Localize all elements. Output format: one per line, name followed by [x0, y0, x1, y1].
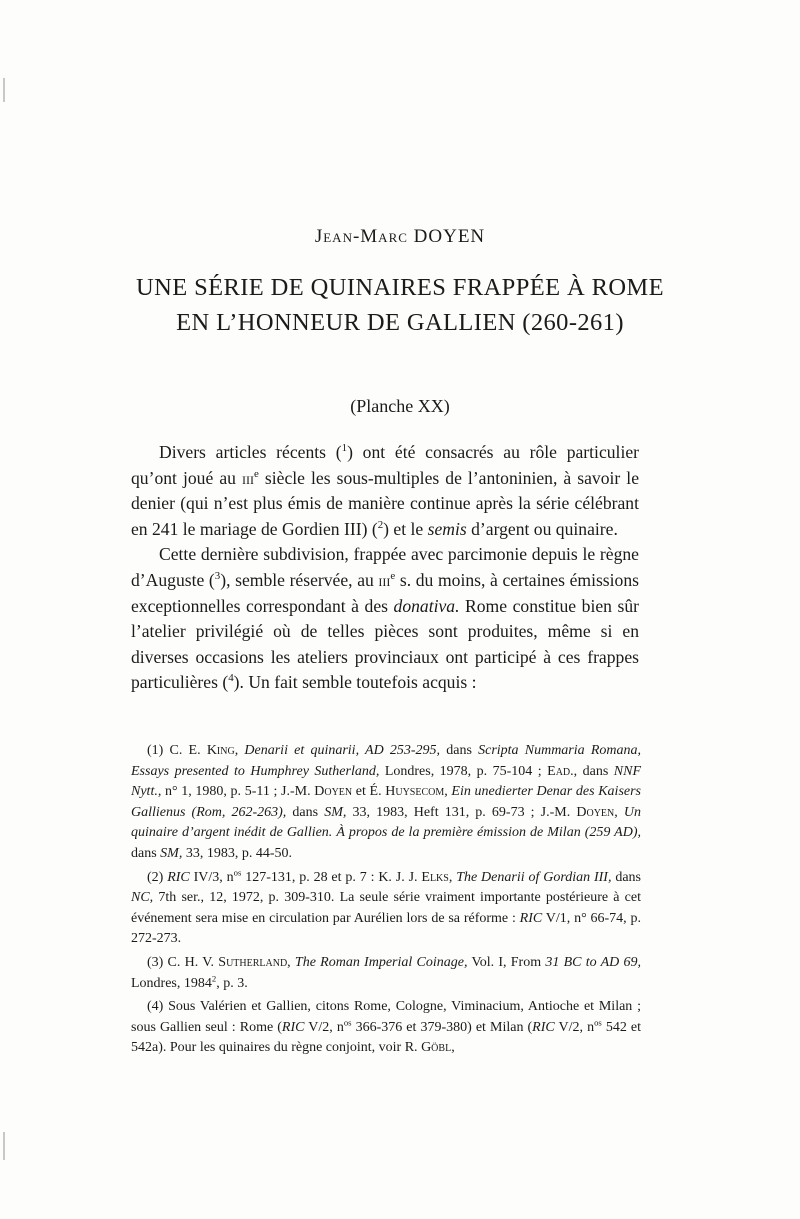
italic-title: RIC — [519, 910, 543, 926]
text-run: , — [448, 869, 457, 885]
text-run: 127-131, p. 28 et p. 7 : K. J. J. — [241, 869, 422, 885]
text-run: (1) C. E. — [147, 743, 207, 758]
text-run: Rome constitue bien sûr l’atelier privilégié où de telles pièces sont produites, même si en diverses occasions les ateliers provinciaux ont participé à ces frappes particulières — [131, 595, 639, 693]
text-run: IV/3, n — [189, 869, 234, 885]
superscript: os — [343, 1017, 352, 1028]
text-run: d’argent ou quinaire. — [466, 518, 618, 539]
superscript: 2 — [211, 972, 217, 983]
footnote-number: 2 — [377, 518, 384, 531]
text-run: ont été consacrés au rôle particulier qu’ont joué au — [131, 442, 639, 488]
text-run: , dans — [573, 763, 614, 779]
author-name: Doyen — [314, 784, 353, 800]
text-run: V/2, n — [304, 1019, 344, 1035]
text-run: , — [234, 743, 245, 758]
text-run: Londres, 1984 — [131, 975, 212, 991]
text-run: siècle les sous-multiples de l’antoninien, à savoir le denier (qui n’est plus émis de manière continue après la série célébrant en 241 le mariage de Gordien III) — [131, 467, 640, 539]
footnote-3 — [131, 953, 641, 994]
text-run: , semble réservée, au — [226, 569, 379, 590]
century-numeral: iii — [242, 467, 254, 488]
text-run: , — [444, 784, 452, 800]
text-run: 366-376 et 379-380) et Milan ( — [351, 1019, 533, 1035]
text-run: dans — [611, 869, 641, 885]
italic-title: RIC — [281, 1019, 305, 1035]
plate-reference: (Planche XX) — [350, 396, 450, 416]
text-run: , p. 3. — [216, 975, 248, 991]
paragraph — [131, 440, 639, 542]
italic-title: SM, — [324, 804, 347, 820]
italic-title: NNF Nytt., — [131, 763, 641, 800]
text-run: Vol. I, From — [467, 954, 546, 970]
author-name: Huysecom — [385, 784, 445, 800]
text-run: V/1, n° 66-74, p. 272-273. — [131, 910, 641, 947]
italic-title: RIC — [167, 869, 190, 885]
author: Jean-Marc DOYEN — [314, 226, 486, 247]
footnote-number: 1 — [341, 442, 348, 455]
article-title — [0, 270, 800, 340]
text-run: (4) Sous Valérien et Gallien, citons Rome, Cologne, Viminacium, Antioche et Milan ; sous Gallien seul : Rome ( — [131, 999, 641, 1035]
author-name: Göbl — [421, 1040, 452, 1056]
text-run: s. du moins, à certaines émissions exceptionnelles correspondant à des — [131, 569, 639, 616]
text-run: , — [287, 954, 295, 970]
text-run: (3) C. H. V. — [147, 954, 219, 970]
text-run: dans — [286, 804, 325, 820]
italic-term: donativa. — [393, 595, 460, 616]
italic-title: Un quinaire d’argent inédit de Gallien. À propos de la première émission de Milan (259 AD), — [131, 804, 641, 841]
scan-edge-mark-top — [3, 78, 5, 102]
author-name: Sutherland — [218, 954, 288, 970]
footnote-ref: ($^1$) — [335, 442, 353, 462]
century-numeral: iii — [378, 569, 391, 590]
text-run: V/2, n — [554, 1019, 595, 1035]
text-run: et le — [389, 518, 428, 539]
footnote-ref: ($^3$) — [208, 569, 227, 590]
text-run: Cette dernière subdivision, frappée avec parcimonie depuis le règne d’Auguste — [131, 544, 639, 590]
footnote-ref: ($^4$) — [222, 672, 240, 693]
body-text — [131, 440, 639, 696]
superscript: e — [390, 570, 396, 583]
text-run: (2) — [147, 869, 168, 885]
text-run: Londres, 1978, p. 75-104 ; — [379, 763, 548, 779]
italic-title: Denarii et quinarii, AD 253-295, — [244, 743, 441, 758]
text-run: Divers articles récents — [159, 442, 336, 462]
italic-title: 31 BC to AD 69, — [545, 954, 641, 970]
text-run: dans — [440, 743, 479, 758]
italic-title: The Roman Imperial Coinage, — [294, 954, 468, 970]
author-name: Doyen — [576, 804, 615, 820]
text-run: , — [451, 1040, 455, 1056]
title-line-1: UNE SÉRIE DE QUINAIRES FRAPPÉE À ROME — [136, 274, 664, 301]
italic-title: The Denarii of Gordian III, — [456, 869, 612, 885]
italic-title: NC, — [131, 890, 154, 906]
superscript: e — [254, 467, 259, 480]
author-name: Ead. — [547, 763, 574, 779]
footnote-2 — [131, 868, 641, 950]
text-run: . Un fait semble toutefois acquis : — [239, 672, 477, 693]
text-run: 7th ser., 12, 1972, p. 309-310. La seule série vraiment importante postérieure à cet événement sera mise en circulation par Aurélien lors de sa réforme : — [131, 890, 641, 926]
superscript: os — [594, 1017, 602, 1028]
text-run: 33, 1983, Heft 131, p. 69-73 ; J.-M. — [346, 804, 577, 820]
italic-title: Ein unedierter Denar des Kaisers Gallienus (Rom, 262-263), — [131, 784, 642, 820]
text-run: n° 1, 1980, p. 5-11 ; J.-M. — [161, 784, 315, 800]
text-run: 33, 1983, p. 44-50. — [182, 845, 293, 861]
text-run: dans — [131, 845, 161, 861]
footnote-number: 4 — [228, 672, 234, 685]
footnote-ref: ($^2$) — [371, 518, 390, 539]
footnotes — [131, 741, 641, 1062]
italic-term: semis — [427, 518, 467, 539]
italic-title: RIC — [532, 1019, 555, 1035]
text-run: 542 et 542a). Pour les quinaires du règne conjoint, voir R. — [131, 1019, 642, 1056]
author-name: Elks — [421, 869, 449, 885]
superscript: os — [233, 866, 242, 877]
title-line-2: EN L’HONNEUR DE GALLIEN (260-261) — [176, 309, 624, 336]
footnote-number: 3 — [214, 570, 221, 583]
scan-edge-mark-bottom — [3, 1132, 5, 1160]
italic-title: SM, — [160, 845, 183, 861]
italic-title: Scripta Nummaria Romana, Essays presented to Humphrey Sutherland, — [131, 743, 642, 779]
footnote-1 — [131, 741, 641, 865]
paragraph — [131, 542, 639, 696]
text-run: , — [614, 804, 624, 820]
author-name: King — [206, 743, 235, 758]
text-run: et É. — [352, 784, 386, 800]
footnote-4 — [131, 997, 641, 1059]
